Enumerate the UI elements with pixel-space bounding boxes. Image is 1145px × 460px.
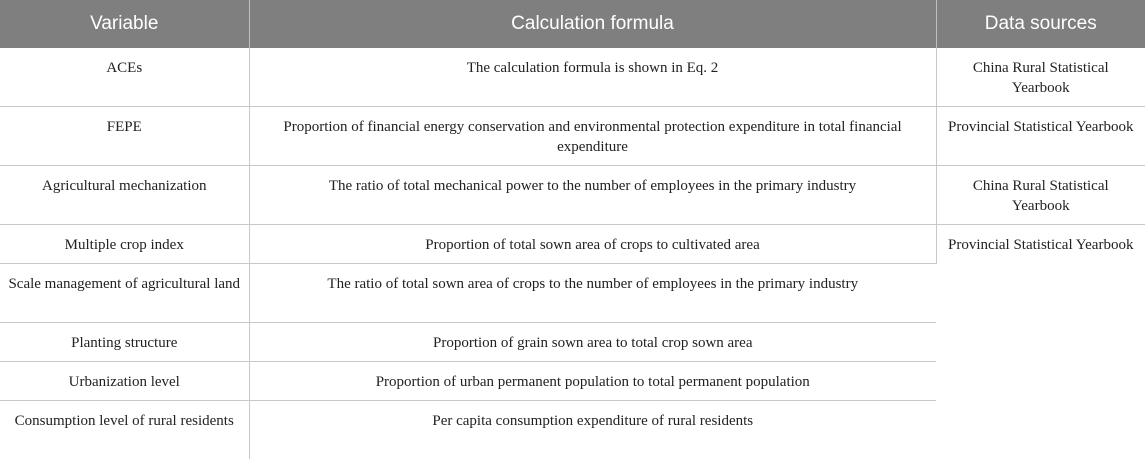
variable-cell: Agricultural mechanization	[0, 165, 249, 224]
table-row	[0, 224, 1145, 263]
header-data-sources: Data sources	[936, 0, 1145, 48]
source-cell: China Rural Statistical Yearbook	[936, 165, 1145, 224]
variable-cell: Urbanization level	[0, 361, 249, 400]
table-row	[0, 48, 1145, 106]
formula-cell: The calculation formula is shown in Eq. 2	[249, 48, 936, 106]
variable-cell: FEPE	[0, 106, 249, 165]
formula-cell: Proportion of financial energy conservation and environmental protection expenditure in total financial expenditure	[249, 106, 936, 165]
variable-cell: Planting structure	[0, 322, 249, 361]
formula-cell: Proportion of total sown area of crops to cultivated area	[249, 224, 936, 263]
source-cell: Provincial Statistical Yearbook	[936, 106, 1145, 165]
formula-cell: Proportion of grain sown area to total crop sown area	[249, 322, 936, 361]
formula-cell: Per capita consumption expenditure of rural residents	[432, 412, 754, 429]
table-row	[0, 106, 1145, 165]
formula-cell: The ratio of total mechanical power to the number of employees in the primary industry	[249, 165, 936, 224]
header-variable: Variable	[0, 0, 249, 48]
source-cell: China Rural Statistical Yearbook	[936, 48, 1145, 106]
variable-cell: Multiple crop index	[0, 224, 249, 263]
formula-cell: Proportion of urban permanent population to total permanent population	[249, 361, 936, 400]
source-cell-merged: Provincial Statistical Yearbook	[948, 236, 1134, 253]
variable-cell: Scale management of agricultural land	[0, 263, 249, 322]
header-calculation-formula: Calculation formula	[249, 0, 936, 48]
formula-cell: The ratio of total sown area of crops to the number of employees in the primary industry	[249, 263, 936, 322]
variable-cell: Consumption level of rural residents	[0, 400, 249, 459]
table-row	[0, 165, 1145, 224]
variable-cell: ACEs	[0, 48, 249, 106]
header-row	[0, 0, 1145, 48]
